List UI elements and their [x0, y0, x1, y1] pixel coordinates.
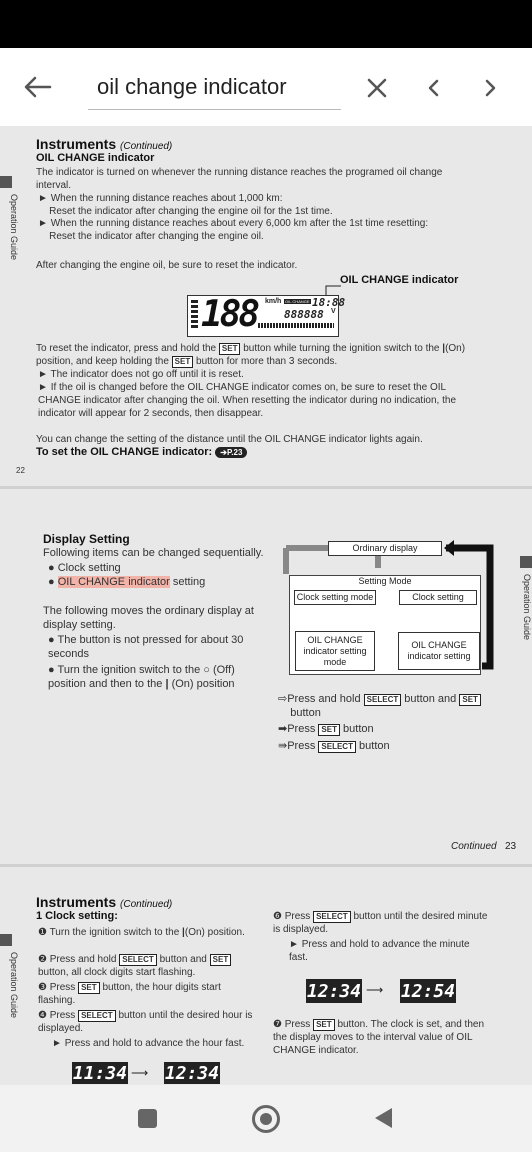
continued-label: Continued: [451, 841, 497, 852]
side-label: Operation Guide: [522, 574, 532, 641]
step-4-note: ► Press and hold to advance the hour fast.: [52, 1038, 245, 1049]
next-result-icon[interactable]: [478, 74, 504, 102]
recent-apps-icon[interactable]: [138, 1109, 157, 1128]
previous-result-icon[interactable]: [420, 74, 446, 102]
oil-change-setting-box: OIL CHANGE indicator setting: [398, 632, 480, 670]
clear-search-icon[interactable]: [362, 74, 392, 102]
side-tab-marker: [0, 934, 12, 946]
step-3: ❸ Press SET button, the hour digits start flashing.: [38, 982, 221, 1006]
section-title: Display Setting: [43, 532, 130, 546]
status-bar: [0, 0, 532, 48]
step-7: ❼ Press SET button. The clock is set, and then the display moves to the interval value of OIL CHANGE indicator.: [273, 1019, 485, 1056]
intro-paragraph: The indicator is turned on whenever the running distance reaches the programed oil change interval.: [36, 167, 443, 191]
clock-display-after: 12:54: [400, 980, 456, 1002]
search-input[interactable]: oil change indicator: [97, 74, 287, 99]
section-subtitle: 1 Clock setting:: [36, 910, 118, 922]
bullet-2: ► When the running distance reaches about every 6,000 km after the 1st time resetting: Reset the indicator after changing the engine oil.: [38, 218, 429, 242]
callout-label: OIL CHANGE indicator: [340, 274, 459, 286]
home-icon[interactable]: [252, 1105, 280, 1133]
side-label: Operation Guide: [9, 952, 19, 1019]
bullet-1: ► When the running distance reaches about 1,000 km: Reset the indicator after changing the engine oil for the 1st time.: [38, 193, 333, 217]
step-4: ❹ Press SELECT button until the desired hour is displayed.: [38, 1010, 253, 1034]
after-change-note: After changing the engine oil, be sure to reset the indicator.: [36, 260, 298, 271]
back-icon[interactable]: [372, 1106, 394, 1130]
search-underline: [88, 109, 341, 110]
tach-bar: [258, 323, 334, 328]
lcd-oil-tag: OIL CHANGE: [285, 299, 310, 304]
arrow-icon: ⟶: [366, 983, 384, 997]
cross-ref[interactable]: To set the OIL CHANGE indicator: ➔P.23: [36, 446, 247, 458]
clock-display-before: 12:34: [306, 980, 362, 1002]
setting-mode-label: Setting Mode: [358, 576, 412, 586]
clock-display-before: 11:34: [72, 1062, 128, 1084]
intro-text: Following items can be changed sequentially.: [43, 547, 264, 559]
lcd-unit: km/h: [265, 298, 282, 305]
list-item: ● The button is not pressed for about 30 seconds: [48, 634, 244, 660]
legend-press-set: ➡Press SET button: [278, 723, 374, 735]
lcd-illustration: [187, 294, 346, 337]
step-6: ❻ Press SELECT button until the desired minute is displayed.: [273, 911, 488, 935]
oil-change-mode-box: OIL CHANGE indicator setting mode: [295, 631, 375, 671]
lcd-clock: 18:88: [312, 296, 346, 309]
back-arrow-icon[interactable]: [20, 72, 56, 102]
fuel-gauge-bars: [191, 300, 198, 330]
interval-note: You can change the setting of the distance until the OIL CHANGE indicator lights again.: [36, 434, 423, 445]
step-6-note: ► Press and hold to advance the minute fast.: [289, 939, 470, 963]
moves-text: The following moves the ordinary display at display setting.: [43, 605, 254, 631]
step-2: ❷ Press and hold SELECT button and SET button, all clock digits start flashing.: [38, 953, 253, 979]
list-item: ● Turn the ignition switch to the ○ (Off) position and then to the | (On) position: [48, 664, 235, 690]
side-tab-marker: [520, 556, 532, 568]
page-number: 23: [505, 841, 517, 852]
legend-press-select: ⇛Press SELECT button: [278, 740, 390, 752]
clock-setting-mode-box: Clock setting mode: [294, 590, 376, 605]
lcd-volt: V: [331, 308, 336, 315]
system-nav-bar: [0, 1085, 532, 1152]
page-ref-link[interactable]: ➔P.23: [215, 447, 247, 458]
note-1: ► The indicator does not go off until it is reset.: [38, 369, 244, 380]
side-tab-marker: [0, 176, 12, 188]
page-title: Instruments (Continued): [36, 136, 173, 152]
clock-display-after: 12:34: [164, 1062, 220, 1084]
note-2: ► If the oil is changed before the OIL CHANGE indicator comes on, be sure to reset the OIL CHANGE indicator after changing the oil. When resetting the indicator during no indication, the indicator will appear for 2 seconds, then disappear.: [38, 382, 457, 419]
reset-instruction: To reset the indicator, press and hold the SET button while turning the ignition switch to the |(On) position, and keep holding the SET button for more than 3 seconds.: [36, 343, 466, 367]
list-item: ● Clock setting: [48, 562, 121, 574]
ordinary-display-box: Ordinary display: [328, 541, 442, 556]
side-label: Operation Guide: [9, 194, 19, 261]
section-subtitle: OIL CHANGE indicator: [36, 152, 155, 164]
lcd-speed: 188: [201, 294, 258, 335]
step-1: ❶ Turn the ignition switch to the |(On) position.: [38, 927, 245, 938]
lcd-odometer: 888888: [284, 308, 324, 321]
clock-setting-box: Clock setting: [399, 590, 477, 605]
arrow-icon: ⟶: [131, 1066, 149, 1080]
page-number: 22: [16, 466, 25, 475]
legend-press-hold: ⇨Press and hold SELECT button and SET button: [278, 692, 493, 720]
list-item-highlighted: ● OIL CHANGE indicator setting: [48, 576, 206, 588]
page-title: Instruments (Continued): [36, 894, 173, 910]
